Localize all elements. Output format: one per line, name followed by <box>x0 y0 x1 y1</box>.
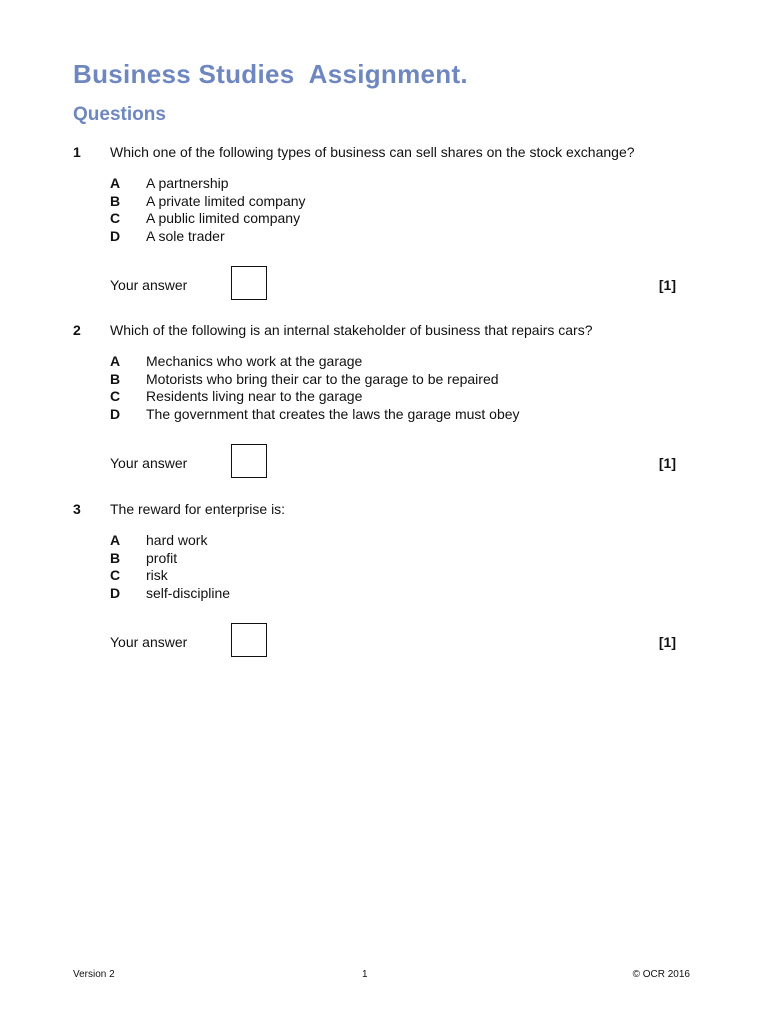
option-letter: A <box>110 353 121 369</box>
option-letter: D <box>110 406 121 423</box>
option-letter: A <box>110 532 121 548</box>
option-c <box>110 388 610 406</box>
option-d <box>110 585 610 603</box>
option-d <box>110 406 610 424</box>
option-a <box>110 175 610 193</box>
option-text: Mechanics who work at the garage <box>146 353 363 369</box>
options-list <box>110 175 610 246</box>
section-heading: Questions <box>73 104 166 125</box>
option-text: Residents living near to the garage <box>146 388 363 405</box>
option-text: self-discipline <box>146 585 231 602</box>
option-letter: C <box>110 210 121 227</box>
marks-label: [1] <box>658 455 676 471</box>
option-c <box>110 210 610 228</box>
option-d <box>110 228 610 246</box>
option-text: A private limited company <box>146 192 306 209</box>
question-number: 1 <box>73 144 81 160</box>
option-text: A partnership <box>146 175 229 191</box>
answer-row <box>0 444 768 480</box>
option-a <box>110 532 610 550</box>
option-letter: D <box>110 585 121 602</box>
option-text: The government that creates the laws the garage must obey <box>146 406 520 423</box>
question-text: The reward for enterprise is: <box>110 501 286 517</box>
option-text: profit <box>146 549 178 566</box>
answer-row <box>0 266 768 302</box>
question-number: 2 <box>73 322 81 338</box>
option-letter: C <box>110 567 121 584</box>
answer-label: Your answer <box>110 455 188 471</box>
answer-box[interactable] <box>231 266 267 300</box>
options-list <box>110 353 610 424</box>
footer-copyright: © OCR 2016 <box>632 969 690 980</box>
question-text: Which one of the following types of business can sell shares on the stock exchange? <box>110 144 635 160</box>
footer-version: Version 2 <box>73 969 115 980</box>
option-text: hard work <box>146 532 208 548</box>
option-c <box>110 567 610 585</box>
option-a <box>110 353 610 371</box>
option-text: A public limited company <box>146 210 301 227</box>
option-letter: A <box>110 175 121 191</box>
option-text: A sole trader <box>146 228 225 245</box>
option-b <box>110 193 610 211</box>
answer-label: Your answer <box>110 634 188 650</box>
option-text: Motorists who bring their car to the garage to be repaired <box>146 370 499 387</box>
answer-label: Your answer <box>110 277 188 293</box>
option-b <box>110 371 610 389</box>
options-list <box>110 532 610 603</box>
answer-row <box>0 623 768 659</box>
question-number: 3 <box>73 501 81 517</box>
option-letter: C <box>110 388 121 405</box>
answer-box[interactable] <box>231 623 267 657</box>
option-b <box>110 550 610 568</box>
option-letter: D <box>110 228 121 245</box>
question-text: Which of the following is an internal stakeholder of business that repairs cars? <box>110 322 593 338</box>
option-letter: B <box>110 549 121 566</box>
answer-box[interactable] <box>231 444 267 478</box>
document-title: Business Studies Assignment. <box>73 59 468 89</box>
marks-label: [1] <box>658 634 676 650</box>
footer-page-number: 1 <box>362 969 368 980</box>
option-letter: B <box>110 192 121 209</box>
marks-label: [1] <box>658 277 676 293</box>
option-text: risk <box>146 567 168 584</box>
option-letter: B <box>110 370 121 387</box>
